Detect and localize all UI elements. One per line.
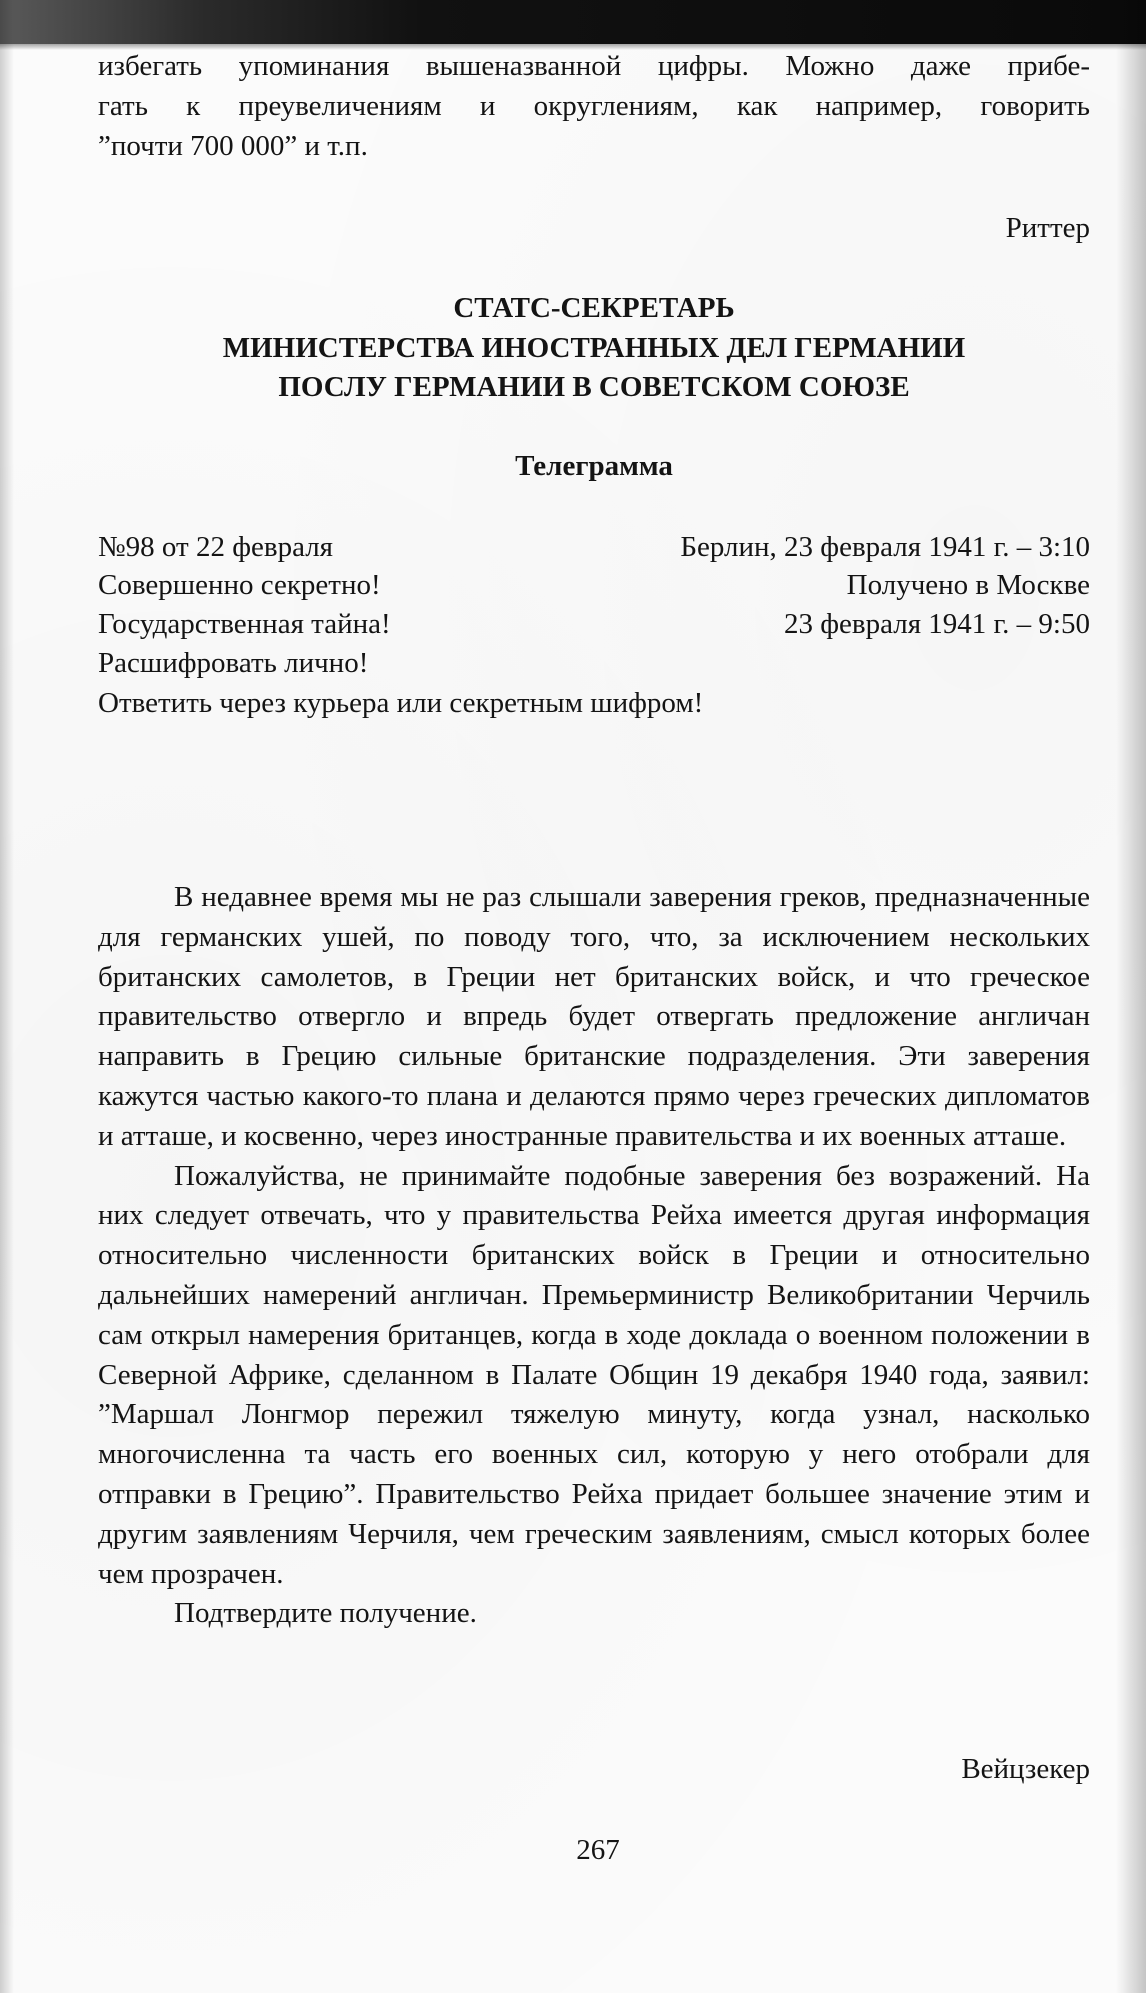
intro-line-2: гать к преувеличениям и округлениям, как например, говорить — [98, 90, 1090, 122]
meta-sent-berlin: Берлин, 23 февраля 1941 г. – 3:10 — [680, 531, 1090, 563]
signature-ritter: Риттер — [1005, 212, 1090, 244]
intro-line-1: избегать упоминания вышеназванной цифры. Можно даже прибе- — [98, 50, 1090, 82]
meta-decrypt-personally: Расшифровать лично! — [98, 647, 369, 679]
meta-received-date: 23 февраля 1941 г. – 9:50 — [784, 608, 1090, 640]
signature-weizsaecker: Вейцзекер — [961, 1753, 1090, 1785]
meta-state-secret: Государственная тайна! — [98, 608, 391, 640]
meta-received-moscow: Получено в Москве — [846, 569, 1090, 601]
page-number: 267 — [576, 1834, 620, 1866]
scan-top-edge — [0, 0, 1146, 44]
telegram-body — [98, 878, 1090, 1634]
heading-line-2: МИНИСТЕРСТВА ИНОСТРАННЫХ ДЕЛ ГЕРМАНИИ — [222, 332, 966, 364]
heading-line-1: СТАТС-СЕКРЕТАРЬ — [453, 292, 735, 324]
meta-reply-instruction: Ответить через курьера или секретным шифром! — [98, 687, 704, 719]
intro-line-3: ”почти 700 000” и т.п. — [98, 130, 368, 162]
scan-left-shadow — [0, 0, 14, 1993]
body-paragraph-1: В недавнее время мы не раз слышали заверения греков, предназначенные для германских ушей, по поводу того, что, за исключением нескольких британских самолетов, в Греции нет британских войск, и что греческое правительство отвергло и впредь будет отвергать предложение англичан направить в Грецию сильные британские подразделения. Эти заверения кажутся частью какого-то плана и делаются прямо через греческих дипломатов и атташе, и косвенно, через иностранные правительства и их военных атташе. — [98, 881, 1090, 1152]
scan-right-shadow — [1116, 0, 1146, 1993]
body-paragraph-2: Пожалуйства, не принимайте подобные заверения без возражений. На них следует отвечать, что у правительства Рейха имеется другая информация относительно численности британских войск в Греции и относительно дальнейших намерений англичан. Премьерминистр Великобритании Черчиль сам открыл намерения британцев, когда в ходе доклада о военном положении в Северной Африке, сделанном в Палате Общин 19 декабря 1940 года, заявил: ”Маршал Лонгмор пережил тяжелую минуту, когда узнал, насколько многочисленна та часть его военных сил, которую у него отобрали для отправки в Грецию”. Правительство Рейха придает большее значение этим и другим заявлениям Черчиля, чем греческим заявлениям, смысл которых более чем прозрачен. — [98, 1159, 1090, 1590]
heading-line-3: ПОСЛУ ГЕРМАНИИ В СОВЕТСКОМ СОЮЗЕ — [278, 371, 910, 403]
meta-number-date: №98 от 22 февраля — [98, 531, 334, 563]
body-paragraph-3: Подтвердите получение. — [174, 1597, 477, 1630]
meta-top-secret: Совершенно секретно! — [98, 569, 381, 601]
doc-type: Телеграмма — [515, 450, 673, 482]
